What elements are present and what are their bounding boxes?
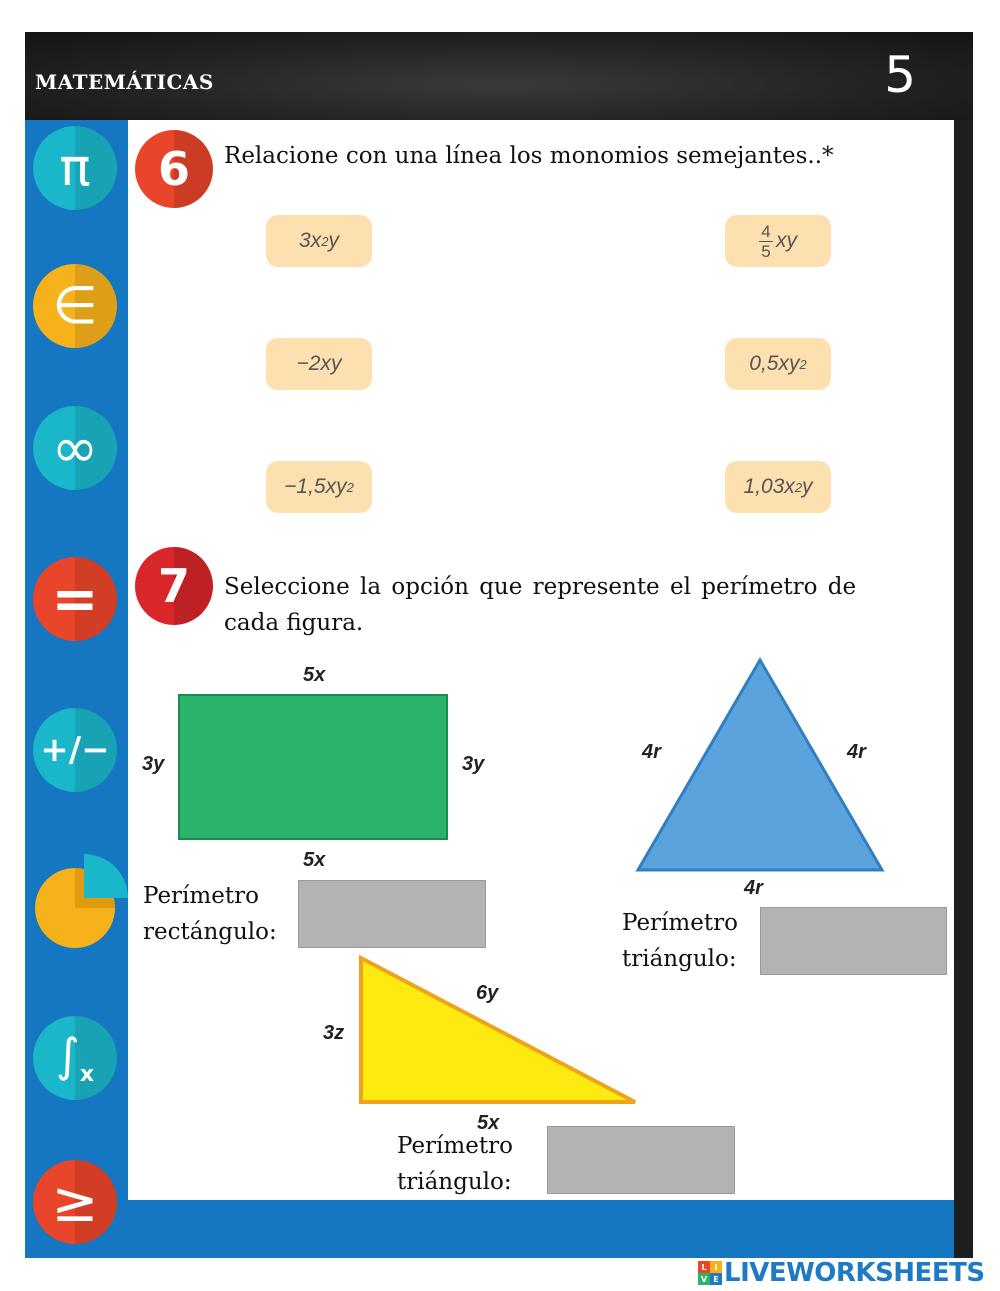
equilateral-triangle-figure	[630, 652, 890, 878]
equilateral-perimeter-answer[interactable]	[760, 907, 947, 975]
right-triangle-perimeter-label-2: triángulo:	[397, 1169, 512, 1195]
right-triangle-bottom-label: 5x	[477, 1112, 500, 1134]
monomial-left-1[interactable]: 3x 2 y	[266, 215, 372, 267]
equilateral-bottom-label: 4r	[744, 877, 763, 899]
monomial-left-2[interactable]: −2xy	[266, 338, 372, 390]
pi-icon: π	[33, 126, 117, 210]
rectangle-figure	[178, 694, 448, 840]
logo-icon: L I V E	[698, 1261, 722, 1285]
rectangle-perimeter-label-1: Perímetro	[143, 883, 259, 909]
bottom-bar	[128, 1200, 954, 1258]
equilateral-perimeter-label-2: triángulo:	[622, 946, 737, 972]
rectangle-top-label: 5x	[303, 664, 326, 686]
liveworksheets-logo	[698, 1258, 985, 1288]
monomial-right-2[interactable]: 0,5xy 2	[725, 338, 831, 390]
infinity-icon: ∞	[33, 406, 117, 490]
right-border	[954, 120, 973, 1258]
rectangle-bottom-label: 5x	[303, 849, 326, 871]
right-triangle-perimeter-label-1: Perímetro	[397, 1133, 513, 1159]
equilateral-right-label: 4r	[847, 741, 866, 763]
element-of-icon: ∈	[33, 264, 117, 348]
equilateral-perimeter-label-1: Perímetro	[622, 910, 738, 936]
right-triangle-vertical-label: 3z	[323, 1022, 345, 1044]
pie-chart-icon	[30, 852, 130, 956]
page-number: 5	[884, 46, 916, 104]
rectangle-right-label: 3y	[462, 753, 485, 775]
subject-title: MATEMÁTICAS	[35, 70, 214, 94]
header-bar	[25, 32, 973, 120]
question-6-prompt: Relacione con una línea los monomios semejantes..*	[224, 143, 834, 169]
equilateral-left-label: 4r	[642, 741, 661, 763]
monomial-right-3[interactable]: 1,03x 2 y	[725, 461, 831, 513]
question-6-badge: 6	[135, 130, 213, 208]
rectangle-perimeter-answer[interactable]	[298, 880, 486, 948]
right-triangle-perimeter-answer[interactable]	[547, 1126, 735, 1194]
equals-icon: =	[33, 557, 117, 641]
question-7-badge: 7	[135, 547, 213, 625]
rectangle-left-label: 3y	[142, 753, 165, 775]
question-7-prompt-line-2: cada figura.	[224, 610, 364, 636]
monomial-left-3[interactable]: −1,5xy 2	[266, 461, 372, 513]
fraction: $\frac{4}{5}$	[759, 223, 773, 260]
greater-equal-icon: ≥	[33, 1160, 117, 1244]
plus-minus-icon: +∕−	[33, 708, 117, 792]
monomial-right-1[interactable]: $\frac{4}{5}$ xy	[725, 215, 831, 267]
question-7-prompt-line-1: Seleccione la opción que represente el perímetro de	[224, 574, 857, 600]
integral-icon: $\int_x$	[33, 1016, 117, 1100]
right-triangle-hypotenuse-label: 6y	[476, 982, 499, 1004]
logo-text: LIVEWORKSHEETS	[724, 1258, 985, 1288]
rectangle-perimeter-label-2: rectángulo:	[143, 919, 277, 945]
right-triangle-figure	[355, 952, 645, 1112]
